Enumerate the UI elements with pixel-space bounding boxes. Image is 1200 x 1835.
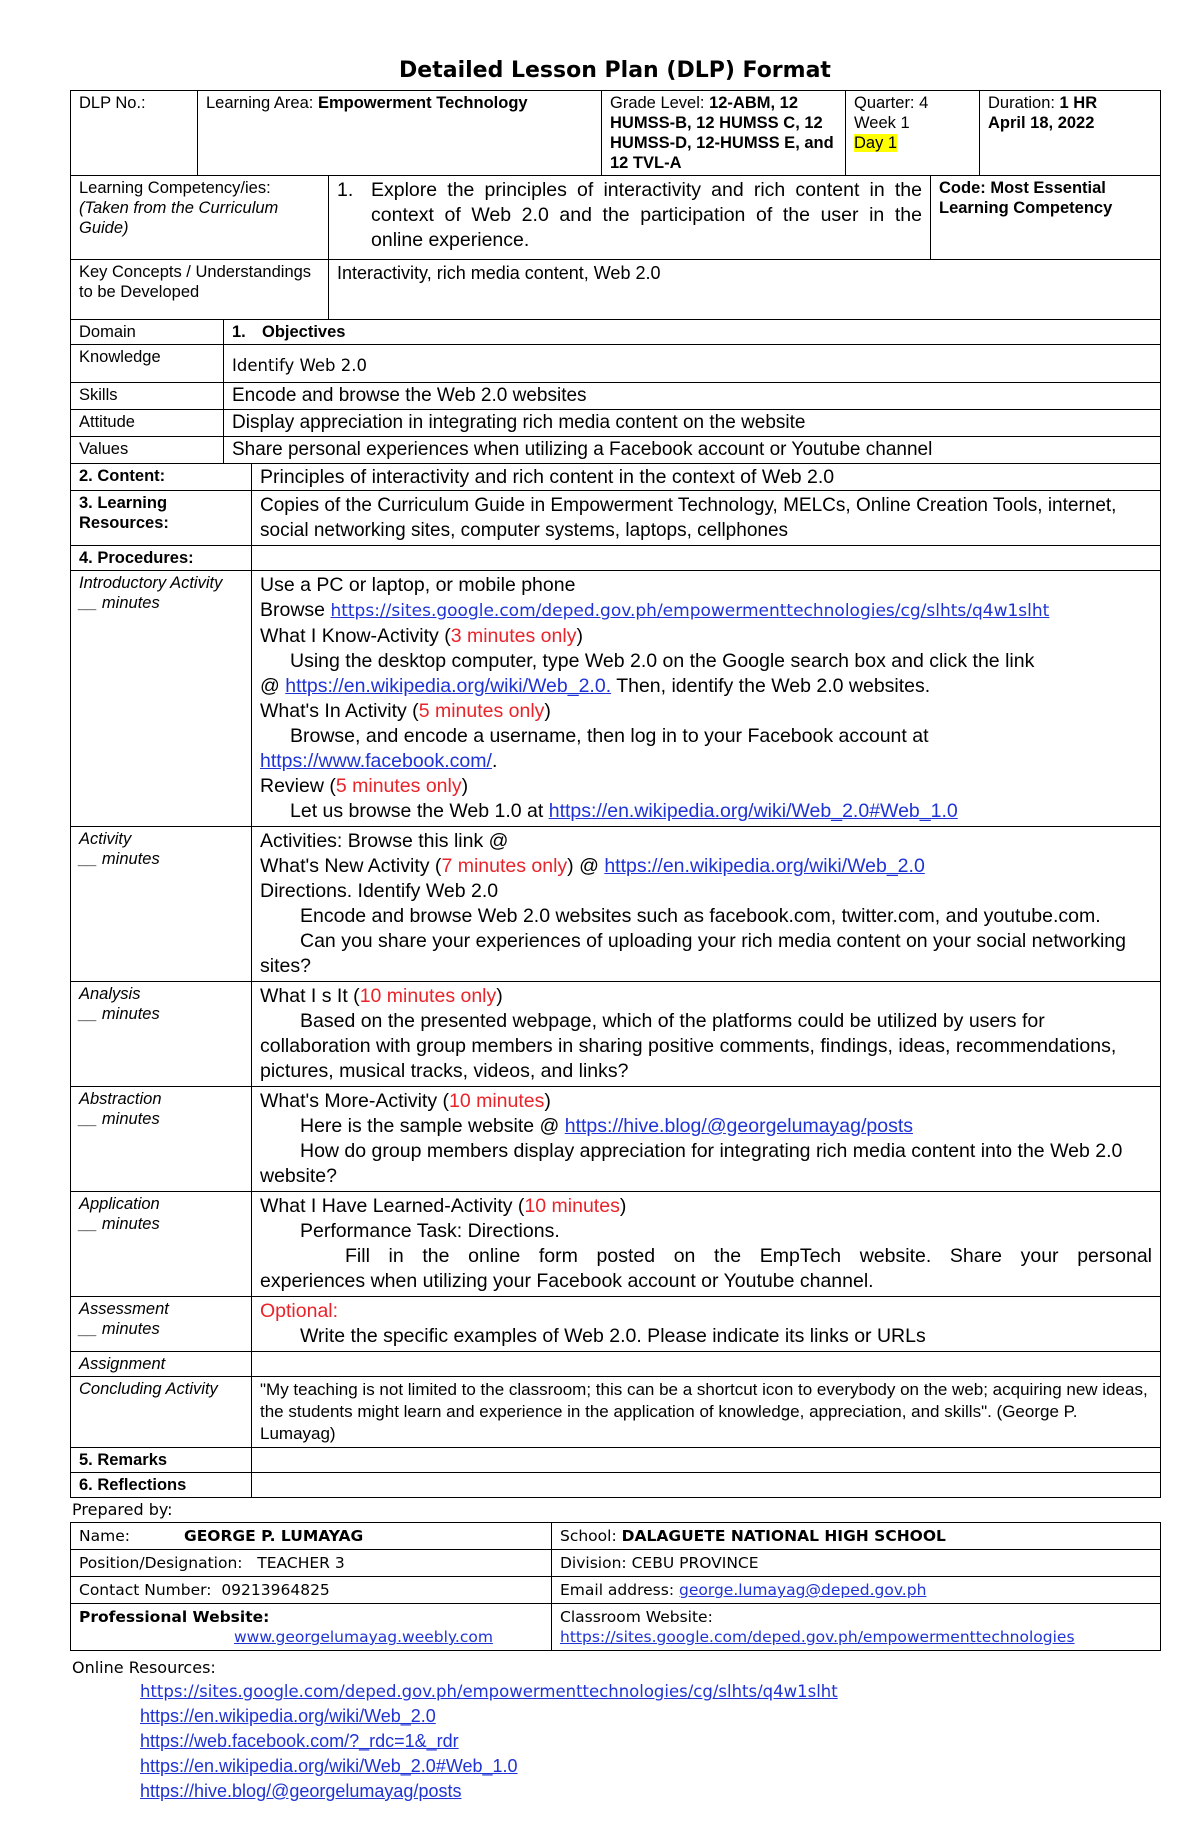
competency-text-cell: 1. Explore the principles of interactivity and rich content in the context of Web 2.0 and the participation of the user in the online experience. — [329, 176, 931, 260]
intro-wiki-link[interactable]: https://en.wikipedia.org/wiki/Web_2.0. — [285, 675, 612, 697]
division-cell: Division: CEBU PROVINCE — [552, 1550, 1161, 1577]
content-value: Principles of interactivity and rich content in the context of Web 2.0 — [252, 464, 1161, 491]
reflections-label: 6. Reflections — [71, 1473, 252, 1498]
online-resources-list — [140, 1679, 1160, 1804]
procedures-label: 4. Procedures: — [71, 546, 252, 571]
analysis-content-cell: What I s It (10 minutes only) Based on the presented webpage, which of the platforms could be utilized by users for collaboration with group members in sharing positive comments, findings, ideas, recommendations, pictures, musical tracks, videos, and links? — [252, 982, 1161, 1087]
analysis-label-cell: Analysis __ minutes — [71, 982, 252, 1087]
abstraction-content-cell: What's More-Activity (10 minutes) Here is the sample website @ https://hive.blog/@georgelumayag/posts How do group members display appreciation for integrating rich media content into the Web 2.0 website? — [252, 1087, 1161, 1192]
intro-facebook-link[interactable]: https://www.facebook.com/ — [260, 750, 492, 772]
online-resources-label: Online Resources: — [72, 1658, 216, 1677]
intro-label-cell: Introductory Activity __ minutes — [71, 571, 252, 827]
domain-label: Domain — [71, 320, 224, 345]
grade-level-cell: Grade Level: 12-ABM, 12 HUMSS-B, 12 HUMSS C, 12 HUMSS-D, 12-HUMSS E, and 12 TVL-A — [602, 91, 846, 176]
assessment-content-cell: Optional: Write the specific examples of Web 2.0. Please indicate its links or URLs — [252, 1297, 1161, 1352]
lesson-plan-page — [70, 58, 1160, 1804]
objectives-table — [70, 319, 1161, 464]
objectives-heading: 1. Objectives — [224, 320, 1161, 345]
attitude-value: Display appreciation in integrating rich media content on the website — [224, 410, 1161, 437]
skills-label: Skills — [71, 383, 224, 410]
dlp-no-cell: DLP No.: — [71, 91, 198, 176]
quarter-cell: Quarter: 4 Week 1 Day 1 — [846, 91, 980, 176]
content-label: 2. Content: — [71, 464, 252, 491]
website-cell: Professional Website: www.georgelumayag.weebly.com — [71, 1604, 552, 1651]
activity-content-cell: Activities: Browse this link @ What's New Activity (7 minutes only) @ https://en.wikipedia.org/wiki/Web_2.0 Directions. Identify Web 2.0 Encode and browse Web 2.0 websites such as facebook.com, twitter.com, and youtube.com. Can you share your experiences of uploading your rich media content on your social networking sites? — [252, 827, 1161, 982]
key-concepts-value: Interactivity, rich media content, Web 2.0 — [329, 260, 1161, 320]
competency-label-cell: Learning Competency/ies: (Taken from the Curriculum Guide) — [71, 176, 329, 260]
assignment-label: Assignment — [71, 1352, 252, 1377]
page-title: Detailed Lesson Plan (DLP) Format — [399, 58, 831, 83]
learning-area-cell: Learning Area: Empowerment Technology — [198, 91, 602, 176]
day-highlight: Day 1 — [854, 134, 898, 152]
professional-website-link[interactable]: www.georgelumayag.weebly.com — [234, 1628, 493, 1646]
position-cell: Position/Designation: TEACHER 3 — [71, 1550, 552, 1577]
classroom-website-link[interactable]: https://sites.google.com/deped.gov.ph/empowermenttechnologies — [560, 1628, 1075, 1646]
reflections-content — [252, 1473, 1161, 1498]
prepared-by-table — [70, 1522, 1161, 1651]
application-label-cell: Application __ minutes — [71, 1192, 252, 1297]
online-resource-link[interactable]: https://en.wikipedia.org/wiki/Web_2.0#Web_1.0 — [140, 1756, 518, 1776]
online-resource-link[interactable]: https://hive.blog/@georgelumayag/posts — [140, 1781, 462, 1801]
classroom-cell: Classroom Website: https://sites.google.com/deped.gov.ph/empowermenttechnologies — [552, 1604, 1161, 1651]
intro-content-cell: Use a PC or laptop, or mobile phone Browse https://sites.google.com/deped.gov.ph/empowermenttechnologies/cg/slhts/q4w1slht What I Know-Activity (3 minutes only) Using the desktop computer, type Web 2.0 on the Google search box and click the link @ https://en.wikipedia.org/wiki/Web_2.0. Then, identify the Web 2.0 websites. What's In Activity (5 minutes only) Browse, and encode a username, then log in to your Facebook account at https://www.facebook.com/. Review (5 minutes only) Let us browse the Web 1.0 at https://en.wikipedia.org/wiki/Web_2.0#Web_1.0 — [252, 571, 1161, 827]
application-content-cell: What I Have Learned-Activity (10 minutes) Performance Task: Directions. Fill in the online form posted on the EmpTech website. Share your personal experiences when utilizing your Facebook account or Youtube channel. — [252, 1192, 1161, 1297]
activity-label-cell: Activity __ minutes — [71, 827, 252, 982]
email-link[interactable]: george.lumayag@deped.gov.ph — [679, 1581, 927, 1599]
competency-code-cell: Code: Most Essential Learning Competency — [931, 176, 1161, 260]
remarks-label: 5. Remarks — [71, 1448, 252, 1473]
skills-value: Encode and browse the Web 2.0 websites — [224, 383, 1161, 410]
concluding-content: "My teaching is not limited to the classroom; this can be a shortcut icon to everybody on the web; acquiring new ideas, the students might learn and experience in the application of knowledge, appreciation, and skills". (George P. Lumayag) — [252, 1377, 1161, 1448]
knowledge-label: Knowledge — [71, 345, 224, 383]
key-concepts-table — [70, 259, 1161, 320]
intro-browse-link[interactable]: https://sites.google.com/deped.gov.ph/empowermenttechnologies/cg/slhts/q4w1slht — [330, 601, 1050, 621]
intro-web1-link[interactable]: https://en.wikipedia.org/wiki/Web_2.0#Web_1.0 — [548, 800, 958, 822]
assessment-label-cell: Assessment __ minutes — [71, 1297, 252, 1352]
values-value: Share personal experiences when utilizing a Facebook account or Youtube channel — [224, 437, 1161, 464]
key-concepts-label: Key Concepts / Understandings to be Developed — [71, 260, 329, 320]
resources-value: Copies of the Curriculum Guide in Empowerment Technology, MELCs, Online Creation Tools, internet, social networking sites, computer systems, laptops, cellphones — [252, 491, 1161, 546]
contact-cell: Contact Number: 09213964825 — [71, 1577, 552, 1604]
header-table — [70, 90, 1161, 176]
abstraction-label-cell: Abstraction __ minutes — [71, 1087, 252, 1192]
procedures-table — [70, 463, 1161, 1498]
school-cell: School: DALAGUETE NATIONAL HIGH SCHOOL — [552, 1523, 1161, 1550]
name-cell: Name: GEORGE P. LUMAYAG — [71, 1523, 552, 1550]
online-resource-link[interactable]: https://en.wikipedia.org/wiki/Web_2.0 — [140, 1706, 436, 1726]
activity-wiki-link[interactable]: https://en.wikipedia.org/wiki/Web_2.0 — [604, 855, 925, 877]
online-resource-link[interactable]: https://web.facebook.com/?_rdc=1&_rdr — [140, 1731, 459, 1751]
online-resource-link[interactable]: https://sites.google.com/deped.gov.ph/empowermenttechnologies/cg/slhts/q4w1slht — [140, 1682, 838, 1701]
resources-label: 3. Learning Resources: — [71, 491, 252, 546]
attitude-label: Attitude — [71, 410, 224, 437]
abstraction-hive-link[interactable]: https://hive.blog/@georgelumayag/posts — [564, 1115, 913, 1137]
assignment-content — [252, 1352, 1161, 1377]
prepared-by-label: Prepared by: — [72, 1500, 173, 1519]
remarks-content — [252, 1448, 1161, 1473]
competency-table — [70, 175, 1161, 260]
knowledge-value: Identify Web 2.0 — [224, 345, 1161, 383]
email-cell: Email address: george.lumayag@deped.gov.ph — [552, 1577, 1161, 1604]
duration-cell: Duration: 1 HR April 18, 2022 — [980, 91, 1161, 176]
procedures-empty — [252, 546, 1161, 571]
concluding-label: Concluding Activity — [71, 1377, 252, 1448]
values-label: Values — [71, 437, 224, 464]
